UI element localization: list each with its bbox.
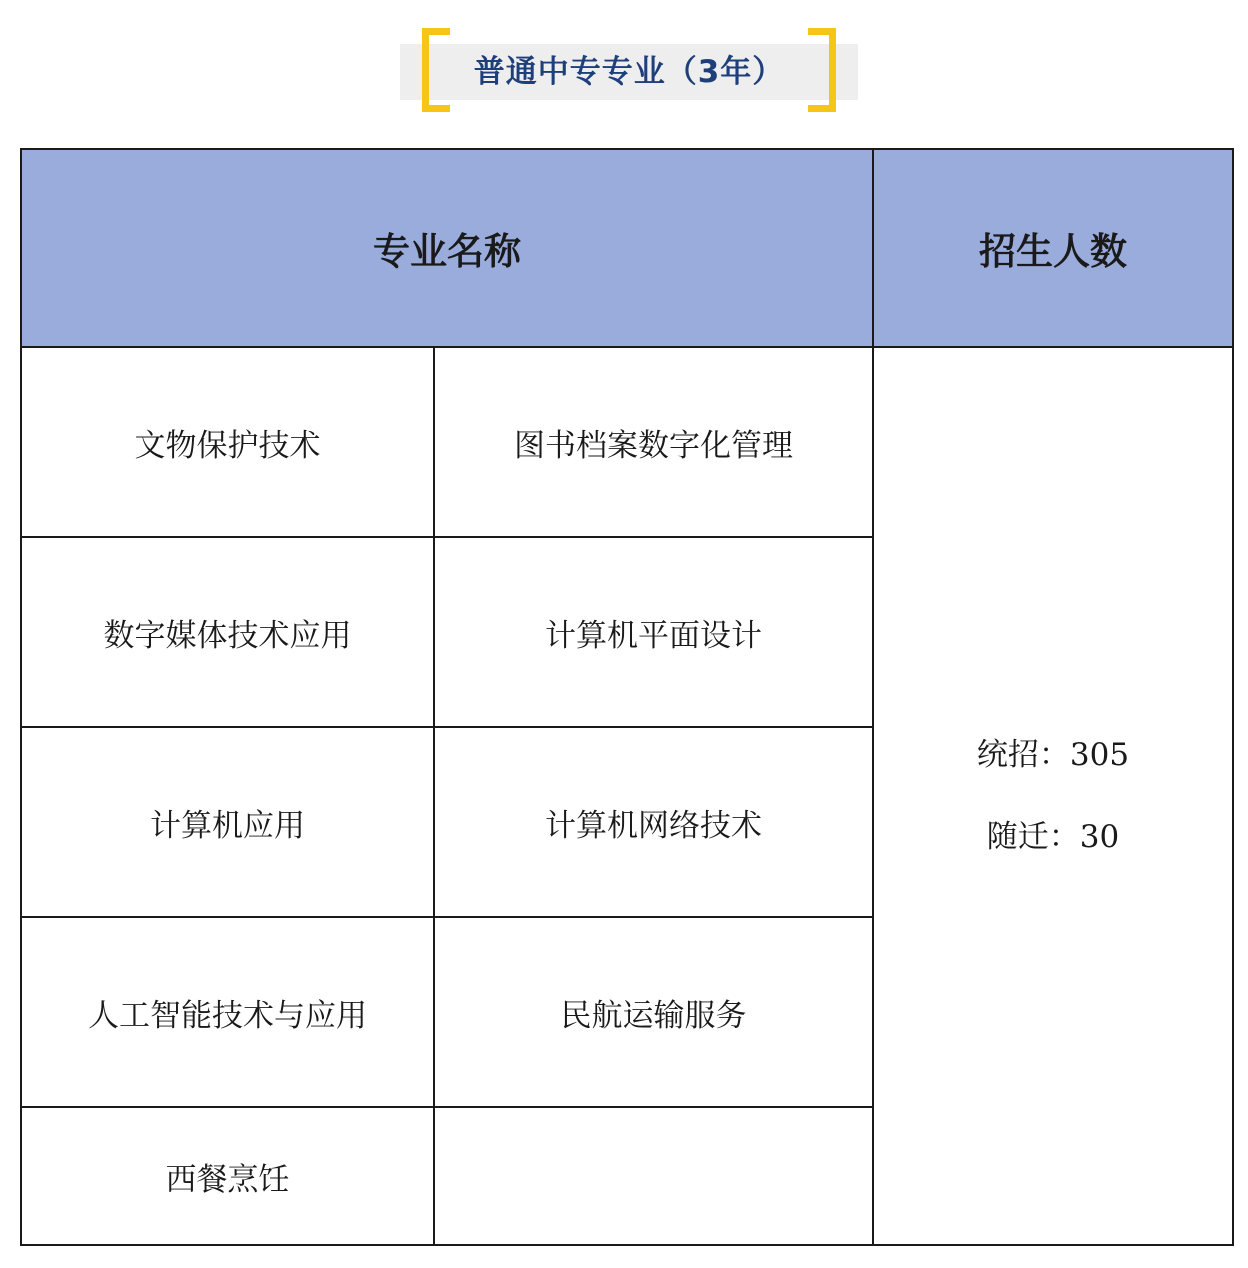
header-major-name: 专业名称 [21, 149, 873, 347]
section-title [400, 28, 858, 118]
major-cell: 人工智能技术与应用 [21, 917, 434, 1107]
table-header-row [21, 149, 1233, 347]
enrollment-cell [873, 347, 1233, 1245]
major-cell: 民航运输服务 [434, 917, 873, 1107]
majors-table [20, 148, 1234, 1246]
major-cell: 计算机平面设计 [434, 537, 873, 727]
major-cell-empty [434, 1107, 873, 1245]
major-cell: 图书档案数字化管理 [434, 347, 873, 537]
enrollment-transfer: 随迁：30 [986, 819, 1120, 855]
major-cell: 数字媒体技术应用 [21, 537, 434, 727]
header-enrollment: 招生人数 [873, 149, 1233, 347]
major-cell: 计算机网络技术 [434, 727, 873, 917]
major-cell: 西餐烹饪 [21, 1107, 434, 1245]
title-text: 普通中专专业（3年） [473, 54, 785, 90]
major-cell: 文物保护技术 [21, 347, 434, 537]
table-row [21, 347, 1233, 537]
enrollment-unified: 统招：305 [976, 737, 1130, 773]
major-cell: 计算机应用 [21, 727, 434, 917]
